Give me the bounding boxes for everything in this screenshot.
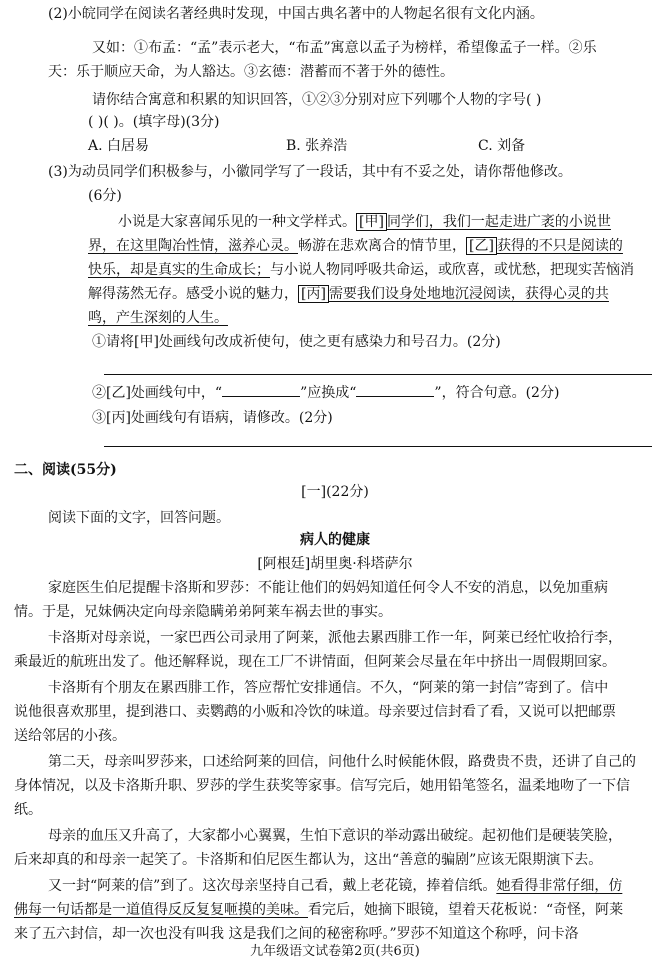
passage-line2 — [88, 236, 623, 256]
subquestion-2 — [92, 382, 559, 403]
passage-line1 — [118, 212, 611, 232]
passage-text: 与小说人物同呼吸共命运，或欣喜，或忧愁，把现实苦恼消 — [270, 262, 634, 278]
story-author: [阿根廷]胡里奥·科塔萨尔 — [257, 556, 413, 572]
underlined-bing: 需要我们设身处地地沉浸阅读，获得心灵的共 — [328, 286, 609, 302]
page-footer: 九年级语文试卷第2页(共6页) — [250, 944, 420, 959]
passage-line5 — [88, 308, 228, 328]
story-line: 母亲的血压又升高了，大家都小心翼翼，生怕下意识的举动露出破绽。起初他们是硬装笑脸， — [48, 828, 622, 844]
passage-text: 小说是大家喜闻乐见的一种文学样式。 — [118, 214, 356, 230]
mark-jia: [甲] — [356, 213, 387, 231]
underlined-sentence: 她看得非常仔细，仿 — [496, 878, 623, 894]
q2-example-line2: 天：乐于顺应天命，为人豁达。③玄德：潜蓄而不著于外的德性。 — [48, 64, 454, 80]
story-line: 送给邻居的小孩。 — [14, 728, 126, 744]
passage-line3 — [88, 260, 634, 280]
passage-line4 — [88, 284, 609, 304]
mark-bing: [丙] — [298, 285, 329, 303]
sub2-text: ②[乙]处画线句中，“ — [92, 385, 223, 401]
q2-question-line1: 请你结合寓意和积累的知识回答，①②③分别对应下列哪个人物的字号( ) — [92, 92, 542, 108]
story-title: 病人的健康 — [300, 532, 370, 548]
subquestion-3: ③[丙]处画线句有语病，请修改。(2分) — [92, 410, 333, 426]
story-line: 纸。 — [14, 802, 42, 818]
answer-line-3[interactable] — [104, 446, 652, 447]
story-line: 卡洛斯有个朋友在累西腓工作，答应帮忙安排通信。不久，“阿莱的第一封信”寄到了。信中 — [48, 680, 609, 696]
underlined-bing-cont: 鸣，产生深刻的人生。 — [88, 310, 228, 326]
sub2-text: ”应换成“ — [300, 385, 357, 401]
story-line: 乘最近的航班出发了。他还解释说，现在工厂不讲情面，但阿莱会尽量在年中挤出一周假期回家。 — [14, 654, 616, 670]
part-heading: [一](22分) — [301, 484, 369, 500]
answer-blank-original[interactable] — [222, 382, 300, 397]
story-line: 身体情况，以及卡洛斯升职、罗莎的学生获奖等家事。信写完后，她用铅笔签名，温柔地吻了一下信 — [14, 778, 630, 794]
story-line — [14, 900, 623, 920]
option-a: A. 白居易 — [88, 138, 150, 154]
passage-text: 解得荡然无存。感受小说的魅力， — [88, 286, 298, 302]
section-heading: 二、阅读(55分) — [14, 462, 117, 478]
story-line: 来了五六封信，却一次也没有叫我 这是我们之间的秘密称呼。”罗莎不知道这个称呼，问卡洛 — [14, 926, 579, 942]
q3-intro: (3)为动员同学们积极参与，小徽同学写了一段话，其中有不妥之处，请你帮他修改。 — [48, 164, 572, 180]
answer-blank-replacement[interactable] — [356, 382, 434, 397]
story-line: 后来却真的和母亲一起笑了。卡洛斯和伯尼医生都认为，这出“善意的骗剧”应该无限期演下去。 — [14, 852, 603, 868]
instruction: 阅读下面的文字，回答问题。 — [48, 510, 230, 526]
q3-score: (6分) — [88, 188, 122, 204]
story-line: 第二天，母亲叫罗莎来，口述给阿莱的回信，问他什么时候能休假，路费贵不贵，还讲了自己的 — [48, 754, 636, 770]
underlined-yi-cont: 快乐，却是真实的生命成长； — [88, 262, 270, 278]
sub2-text: ”，符合句意。(2分) — [434, 385, 560, 401]
story-text: 看完后，她摘下眼镜，望着天花板说：“奇怪，阿莱 — [308, 902, 624, 918]
subquestion-1: ①请将[甲]处画线句改成祈使句，使之更有感染力和号召力。(2分) — [92, 334, 501, 350]
underlined-jia-cont: 界，在这里陶冶性情，滋养心灵。 — [88, 238, 298, 254]
answer-line-1[interactable] — [104, 374, 652, 375]
passage-text: 畅游在悲欢离合的情节里， — [298, 238, 466, 254]
mark-yi: [乙] — [466, 237, 497, 255]
underlined-yi: 获得的不只是阅读的 — [496, 238, 623, 254]
story-line: 说他很喜欢那里，提到港口、卖鹦鹉的小贩和冷饮的味道。母亲要过信封看了看，又说可以把邮票 — [14, 704, 616, 720]
underlined-sentence-cont: 佛每一句话都是一道值得反反复复咂摸的美味。 — [14, 902, 308, 918]
option-b: B. 张养浩 — [286, 138, 348, 154]
story-line: 家庭医生伯尼提醒卡洛斯和罗莎：不能让他们的妈妈知道任何令人不安的消息，以免加重病 — [48, 580, 608, 596]
story-line — [48, 876, 622, 896]
story-text: 又一封“阿莱的信”到了。这次母亲坚持自己看，戴上老花镜，捧着信纸。 — [48, 878, 497, 894]
story-line: 情。于是，兄妹俩决定向母亲隐瞒弟弟阿莱车祸去世的事实。 — [14, 604, 392, 620]
option-c: C. 刘备 — [478, 138, 526, 154]
story-line: 卡洛斯对母亲说，一家巴西公司录用了阿莱，派他去累西腓工作一年，阿莱已经忙收拾行李， — [48, 630, 622, 646]
q2-intro: (2)小皖同学在阅读名著经典时发现，中国古典名著中的人物起名很有文化内涵。 — [48, 6, 544, 22]
q2-example-line1: 又如：①布孟：“孟”表示老大，“布孟”寓意以孟子为榜样，希望像孟子一样。②乐 — [92, 40, 597, 56]
q2-question-line2: ( )( )。(填字母)(3分) — [88, 114, 220, 130]
underlined-jia: 同学们，我们一起走进广袤的小说世 — [386, 214, 611, 230]
